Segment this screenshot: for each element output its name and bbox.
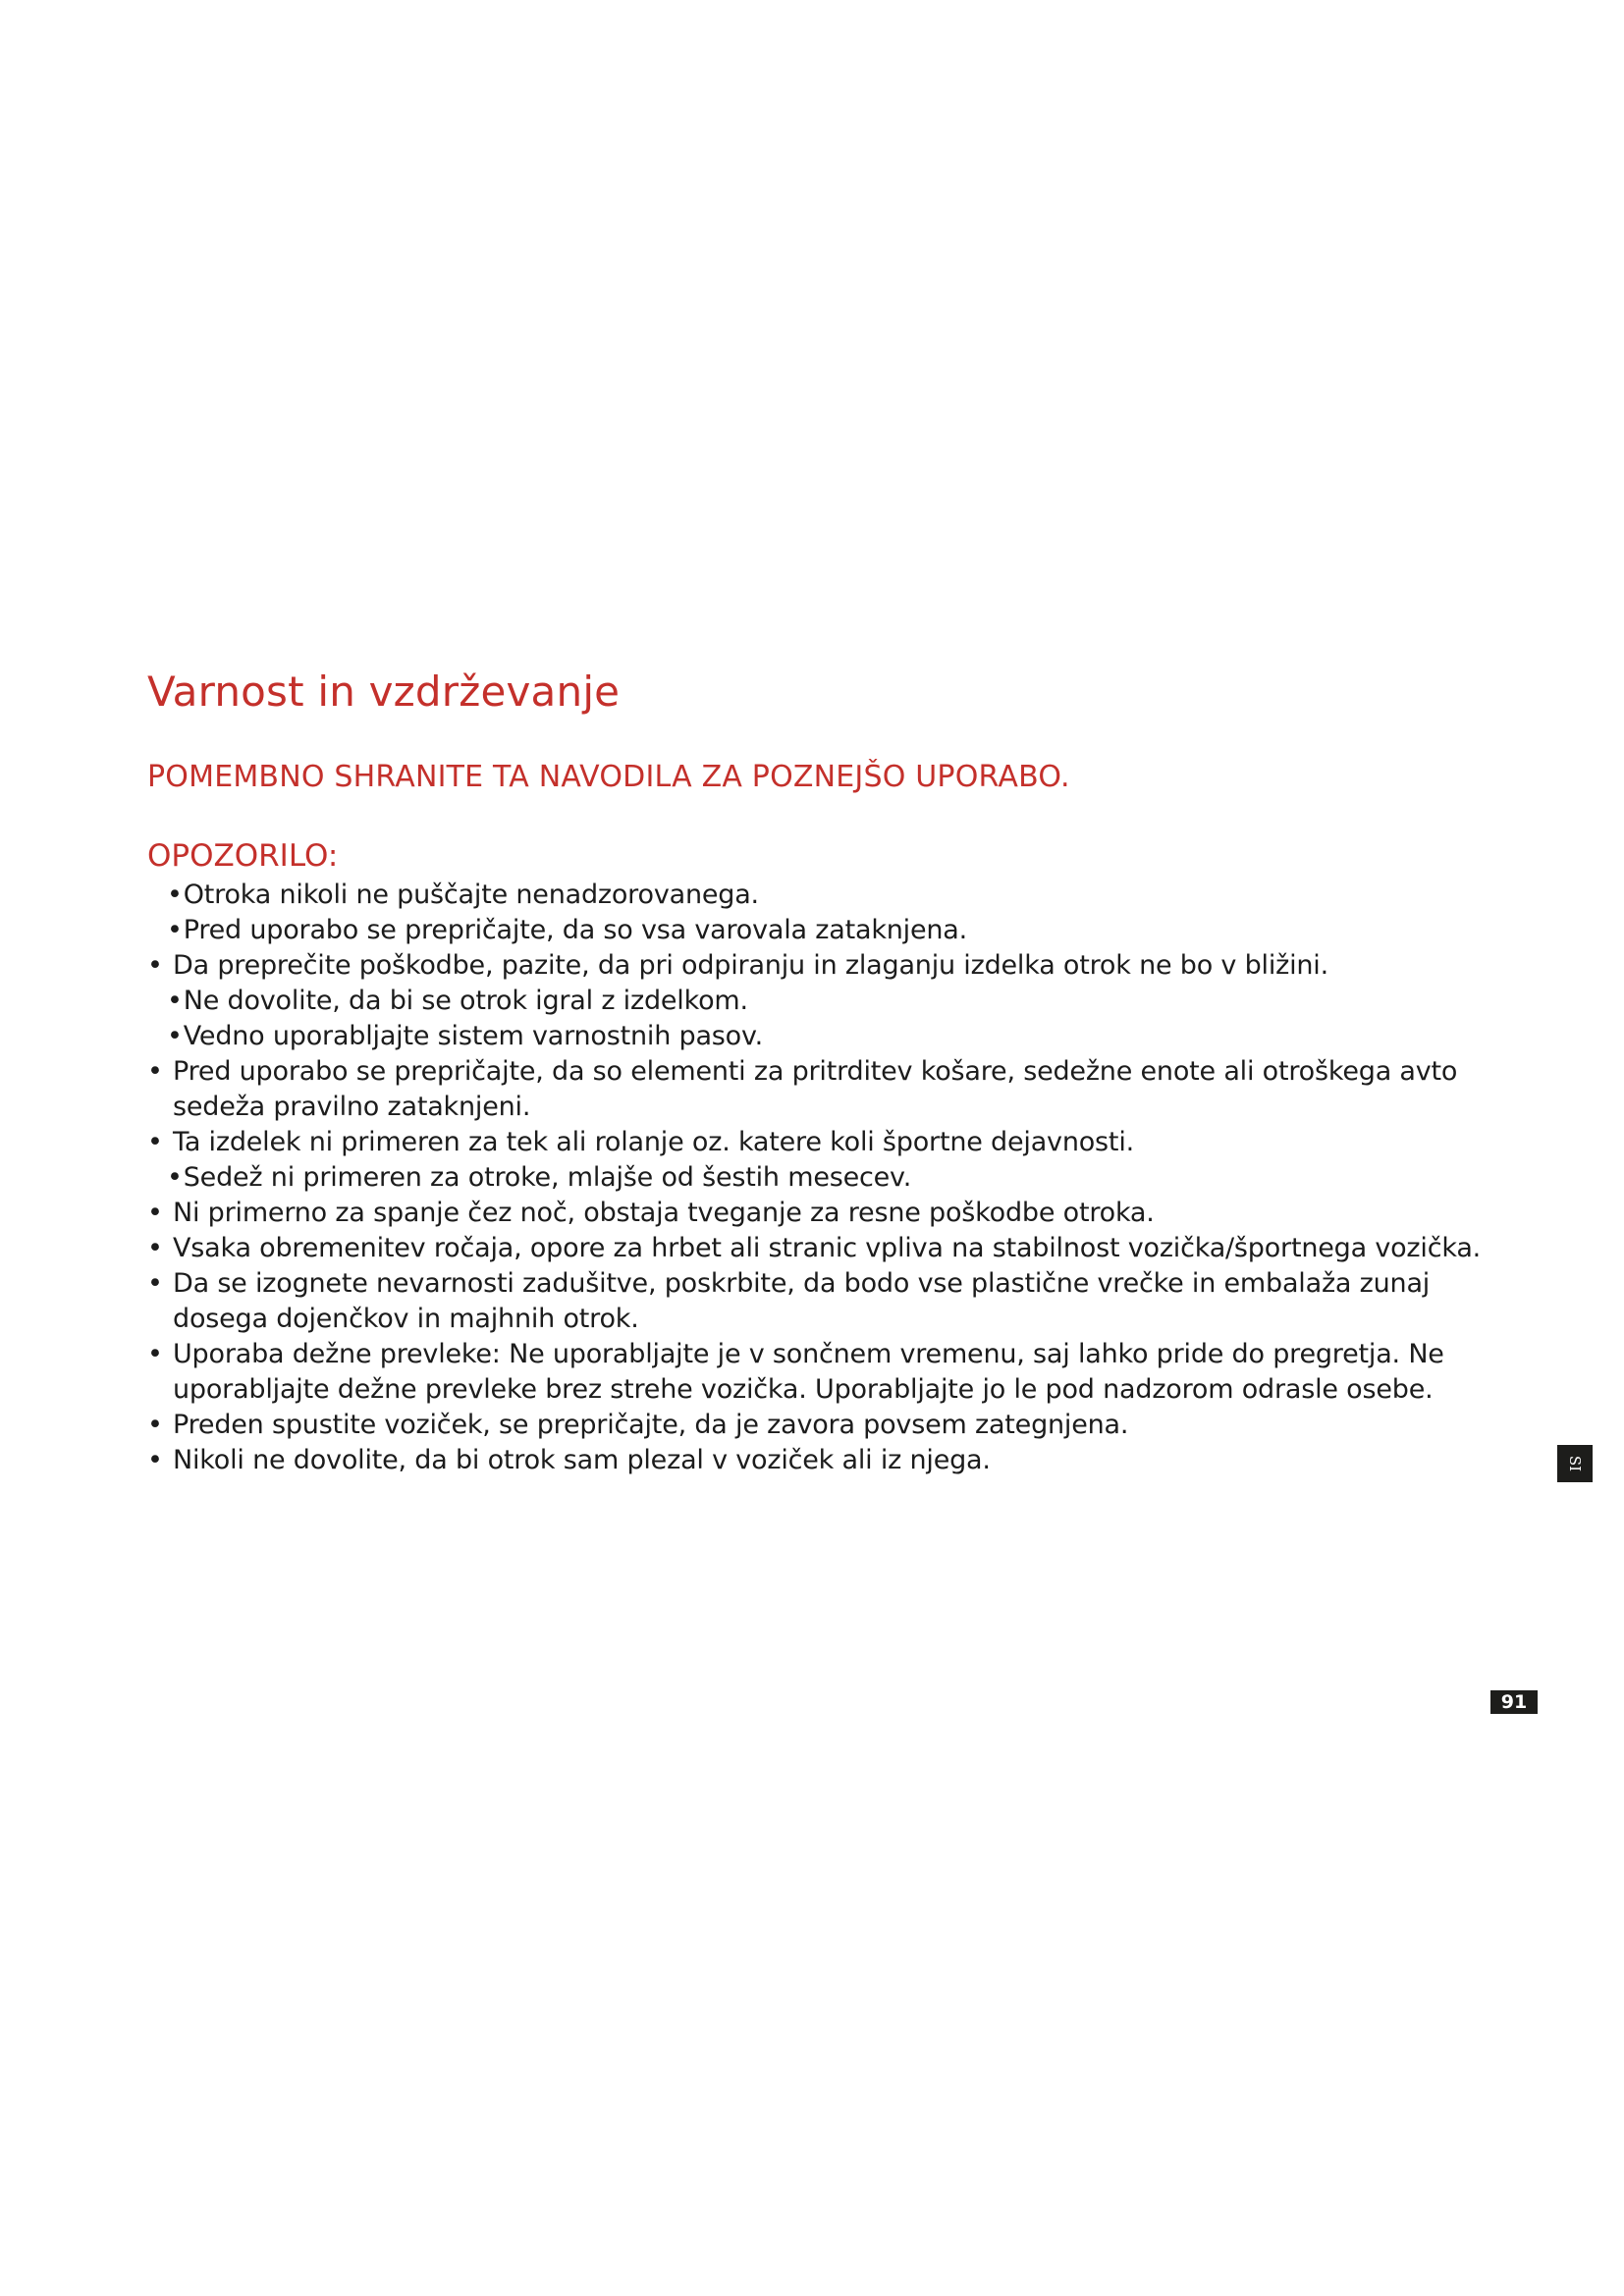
- bullet-icon: •: [147, 1197, 163, 1228]
- bullet-icon: •: [147, 1126, 163, 1157]
- list-item: [147, 878, 1502, 913]
- list-item: [147, 984, 1502, 1019]
- list-item-text: Sedež ni primeren za otroke, mlajše od šestih mesecev.: [183, 1161, 912, 1193]
- list-item-text: Da se izognete nevarnosti zadušitve, poskrbite, da bodo vse plastične vrečke in embalaža zunaj dosega dojenčkov in majhnih otrok.: [173, 1267, 1431, 1334]
- list-item: [147, 1019, 1502, 1054]
- bullet-icon: •: [167, 985, 183, 1016]
- list-item: [147, 948, 1502, 984]
- list-item: [147, 1231, 1502, 1266]
- list-item-text: Ni primerno za spanje čez noč, obstaja tveganje za resne poškodbe otroka.: [173, 1197, 1155, 1228]
- list-item: [147, 1054, 1502, 1125]
- language-tab: [1557, 1445, 1593, 1482]
- list-item: [147, 1443, 1502, 1478]
- bullet-icon: •: [147, 1267, 163, 1299]
- list-item-text: Vsaka obremenitev ročaja, opore za hrbet ali stranic vpliva na stabilnost vozička/športnega vozička.: [173, 1232, 1482, 1263]
- list-item: [147, 1125, 1502, 1160]
- list-item: [147, 1337, 1502, 1408]
- list-item: [147, 1408, 1502, 1443]
- important-notice: POMEMBNO SHRANITE TA NAVODILA ZA POZNEJŠO UPORABO.: [147, 760, 1070, 795]
- list-item-text: Pred uporabo se prepričajte, da so elementi za pritrditev košare, sedežne enote ali otroškega avto sedeža pravilno zataknjeni.: [173, 1055, 1458, 1122]
- bullet-icon: •: [147, 1055, 163, 1087]
- bullet-icon: •: [167, 1161, 183, 1193]
- warning-heading: OPOZORILO:: [147, 838, 339, 875]
- list-item: [147, 1196, 1502, 1231]
- bullet-icon: •: [147, 1232, 163, 1263]
- list-item-text: Ta izdelek ni primeren za tek ali rolanje oz. katere koli športne dejavnosti.: [173, 1126, 1134, 1157]
- page-number: 91: [1490, 1690, 1538, 1714]
- list-item: [147, 1266, 1502, 1337]
- page-title: Varnost in vzdrževanje: [147, 667, 621, 716]
- document-content: [147, 667, 1502, 1478]
- bullet-icon: •: [167, 914, 183, 945]
- list-item-text: Otroka nikoli ne puščajte nenadzorovanega.: [183, 879, 759, 910]
- bullet-icon: •: [167, 879, 183, 910]
- list-item-text: Uporaba dežne prevleke: Ne uporabljajte je v sončnem vremenu, saj lahko pride do pregretja. Ne uporabljajte dežne prevleke brez strehe vozička. Uporabljajte jo le pod nadzorom odrasle osebe.: [173, 1338, 1444, 1405]
- bullet-icon: •: [147, 1338, 163, 1369]
- bullet-icon: •: [147, 1444, 163, 1475]
- list-item-text: Ne dovolite, da bi se otrok igral z izdelkom.: [183, 985, 748, 1016]
- list-item-text: Pred uporabo se prepričajte, da so vsa varovala zataknjena.: [183, 914, 968, 945]
- language-label: SI: [1565, 1455, 1584, 1472]
- bullet-icon: •: [147, 949, 163, 981]
- list-item: [147, 913, 1502, 948]
- bullet-icon: •: [167, 1020, 183, 1051]
- list-item-text: Preden spustite voziček, se prepričajte, da je zavora povsem zategnjena.: [173, 1409, 1129, 1440]
- list-item-text: Da preprečite poškodbe, pazite, da pri odpiranju in zlaganju izdelka otrok ne bo v bližini.: [173, 949, 1328, 981]
- warning-list: [147, 878, 1502, 1478]
- bullet-icon: •: [147, 1409, 163, 1440]
- list-item-text: Vedno uporabljajte sistem varnostnih pasov.: [183, 1020, 764, 1051]
- list-item-text: Nikoli ne dovolite, da bi otrok sam plezal v voziček ali iz njega.: [173, 1444, 991, 1475]
- list-item: [147, 1160, 1502, 1196]
